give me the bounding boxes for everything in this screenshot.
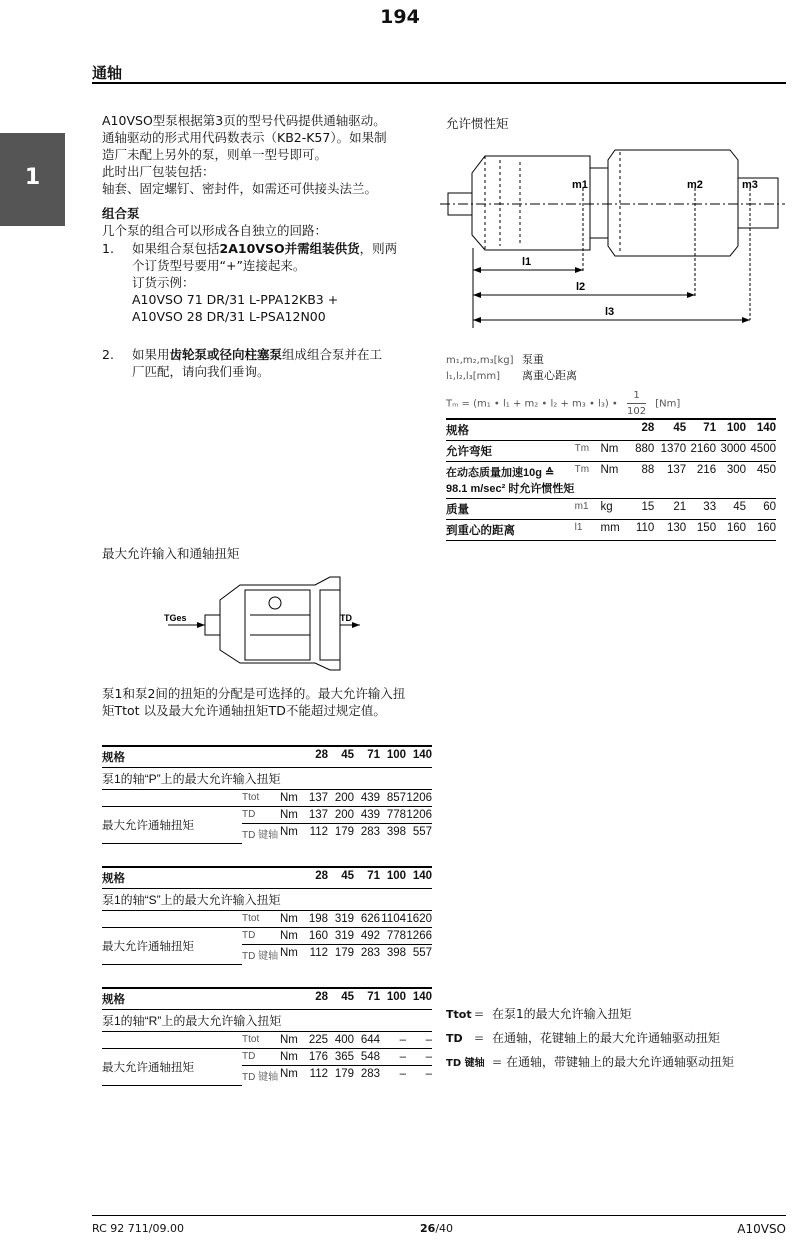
item2-bold: 齿轮泵或径向柱塞泵 (169, 347, 283, 362)
cell: 398 (386, 947, 406, 959)
pump-combination-diagram (440, 138, 790, 333)
table-header: 28 (630, 419, 654, 441)
row-unit: Nm (600, 441, 630, 462)
label-m3: m3 (742, 179, 758, 191)
cell: 21 (654, 499, 686, 520)
fraction-denominator: 102 (627, 406, 647, 417)
table-row (446, 499, 776, 520)
cell: 179 (334, 826, 354, 838)
legend-symbol: TD (446, 1032, 463, 1045)
cell: 200 (328, 790, 354, 807)
page-current: 26 (420, 1222, 436, 1235)
cell: 1620 (406, 911, 432, 928)
cell: 400 (328, 1032, 354, 1049)
intro-line: A10VSO型泵根据第3页的型号代码提供通轴驱动。 (102, 113, 386, 128)
legend-item (446, 1005, 786, 1022)
cell: 15 (630, 499, 654, 520)
item1-text: 订货示例： (132, 275, 195, 290)
cell: 137 (654, 462, 686, 499)
table-header: 71 (354, 867, 380, 889)
row-symbol: TD 键轴 (242, 830, 279, 841)
cell: 33 (686, 499, 716, 520)
table-header-row (102, 988, 432, 1010)
row-unit: Nm (280, 826, 298, 838)
label-l3: l3 (605, 306, 615, 318)
cell: 283 (360, 826, 380, 838)
cell: 112 (309, 1068, 328, 1080)
row-unit: Nm (280, 1068, 298, 1080)
cell: 160 (302, 928, 328, 945)
cell: 2160 (686, 441, 716, 462)
item1-text: 如果组合泵包括 (132, 241, 220, 256)
cell: 179 (334, 947, 354, 959)
header-rule (92, 82, 786, 84)
legend-symbol: Ttot (446, 1008, 472, 1021)
legend-eq: = (474, 1007, 485, 1021)
cell: 319 (328, 928, 354, 945)
cell: – (380, 1049, 406, 1066)
cell: 60 (746, 499, 776, 520)
cell: 160 (716, 520, 746, 541)
intro-line: 轴套、固定螺钉、密封件，如需还可供接头法兰。 (102, 181, 378, 196)
formula: Tₘ = (m₁ • l₁ + m₂ • l₂ + m₃ • l₃) • (446, 398, 618, 410)
list-item-2 (102, 346, 422, 386)
label-l2: l2 (576, 281, 586, 293)
table-header: 规格 (102, 746, 242, 768)
page-indicator (420, 1222, 453, 1235)
cell: 3000 (716, 441, 746, 462)
table-header: 45 (328, 867, 354, 889)
cell: 300 (716, 462, 746, 499)
table-header: 45 (328, 746, 354, 768)
page-total: /40 (435, 1222, 454, 1235)
legend-desc: 在泵1的最大允许输入扭矩 (492, 1007, 632, 1021)
cell: – (399, 1068, 406, 1080)
intro-paragraph (102, 112, 422, 197)
cell: 137 (302, 807, 328, 824)
row-symbol: Ttot (242, 911, 280, 928)
cell: 319 (328, 911, 354, 928)
cell: 200 (328, 807, 354, 824)
cell: 110 (630, 520, 654, 541)
legend-desc: 在通轴，花键轴上的最大允许通轴驱动扭矩 (492, 1031, 721, 1045)
table-row (446, 520, 776, 541)
cell: 150 (686, 520, 716, 541)
cell: 1104 (380, 911, 406, 928)
cell: 557 (412, 947, 432, 959)
row-symbol: Ttot (242, 790, 280, 807)
inertia-legend (446, 352, 680, 419)
table-header: 140 (746, 419, 776, 441)
table-row (446, 441, 776, 462)
torque-note (102, 685, 442, 719)
item1-bold: 2A10VSO并需组装供货 (219, 241, 360, 256)
table-header: 规格 (102, 988, 242, 1010)
row-unit: Nm (600, 462, 630, 499)
table-header: 28 (302, 988, 328, 1010)
table-row (102, 807, 432, 824)
table-row (102, 911, 432, 928)
row-unit: Nm (280, 928, 302, 945)
label-tges: TGes (164, 613, 187, 623)
row-unit: Nm (280, 807, 302, 824)
table-row (102, 790, 432, 807)
table-header: 28 (302, 746, 328, 768)
table-row (102, 1032, 432, 1049)
cell: – (425, 1068, 432, 1080)
order-example: A10VSO 71 DR/31 L-PPA12KB3 + (132, 292, 339, 307)
table-header: 规格 (446, 419, 575, 441)
label-td: TD (340, 613, 352, 623)
item1-text: 个订货型号要用“+”连接起来。 (132, 258, 306, 273)
item1-text: ，则两 (359, 241, 398, 256)
legend-desc: 在通轴，带键轴上的最大允许通轴驱动扭矩 (506, 1055, 735, 1069)
table-title: 泵1的轴“R”上的最大允许输入扭矩 (102, 1010, 432, 1032)
cell: 557 (412, 826, 432, 838)
cell: 439 (354, 790, 380, 807)
row-unit: Nm (280, 1032, 302, 1049)
combo-heading: 组合泵 (102, 206, 140, 221)
item2-text: 厂匹配，请向我们垂询。 (132, 364, 270, 379)
table-header: 100 (380, 867, 406, 889)
cell: 1266 (406, 928, 432, 945)
cell: 857 (380, 790, 406, 807)
row-unit: mm (600, 520, 630, 541)
row-symbol: Tm (575, 462, 601, 499)
table-header-row (102, 867, 432, 889)
row-symbol: TD (242, 928, 280, 945)
cell: 179 (334, 1068, 354, 1080)
cell: 88 (630, 462, 654, 499)
legend-symbol: l₁,l₂,l₃[mm] (446, 371, 501, 382)
row-side-label: 最大允许通轴扭矩 (102, 928, 242, 965)
row-symbol: m1 (575, 499, 601, 520)
torque-table (102, 866, 432, 965)
fraction-numerator: 1 (627, 388, 646, 404)
doc-number: RC 92 711/09.00 (92, 1222, 184, 1235)
table-title: 泵1的轴“P”上的最大允许输入扭矩 (102, 768, 432, 790)
row-side-label: 最大允许通轴扭矩 (102, 807, 242, 844)
row-side-label: 最大允许通轴扭矩 (102, 1049, 242, 1086)
cell: 492 (354, 928, 380, 945)
item2-text: 组成组合泵并在工 (282, 347, 383, 362)
section-title: 通轴 (92, 64, 123, 82)
legend-symbol: TD 键轴 (446, 1058, 485, 1069)
row-symbol: Ttot (242, 1032, 280, 1049)
chapter-tab-number: 1 (24, 165, 41, 190)
cell: – (380, 1032, 406, 1049)
table-row (102, 928, 432, 945)
torque-note-line: 泵1和泵2间的扭矩的分配是可选择的。最大允许输入扭 (102, 686, 406, 701)
table-header: 100 (380, 746, 406, 768)
table-header-row (446, 419, 776, 441)
table-header: 100 (380, 988, 406, 1010)
torque-table (102, 745, 432, 844)
cell: 778 (380, 807, 406, 824)
legend-desc: 泵重 (522, 353, 544, 366)
item2-text: 如果用 (132, 347, 170, 362)
row-unit: Nm (280, 790, 302, 807)
cell: 644 (354, 1032, 380, 1049)
cell: 198 (302, 911, 328, 928)
table-row (446, 462, 776, 499)
table-header: 71 (354, 746, 380, 768)
table-header: 规格 (102, 867, 242, 889)
cell: 137 (302, 790, 328, 807)
list-number: 1. (102, 241, 114, 256)
cell: 365 (328, 1049, 354, 1066)
intro-line: 造厂未配上另外的泵，则单一型号即可。 (102, 147, 328, 162)
page-number: 194 (380, 6, 420, 28)
table-header: 45 (328, 988, 354, 1010)
label-m2: m2 (687, 179, 703, 191)
inertia-table (446, 418, 776, 541)
cell: 130 (654, 520, 686, 541)
table-header: 71 (354, 988, 380, 1010)
chapter-tab (0, 133, 65, 226)
intro-line: 此时出厂包装包括： (102, 164, 215, 179)
combo-intro: 几个泵的组合可以形成各自独立的回路： (102, 223, 328, 238)
table-header: 140 (406, 988, 432, 1010)
row-unit: kg (600, 499, 630, 520)
cell: 439 (354, 807, 380, 824)
row-label: 到重心的距离 (446, 520, 575, 541)
legend-item (446, 1053, 786, 1070)
row-label: 允许弯矩 (446, 441, 575, 462)
torque-title: 最大允许输入和通轴扭矩 (102, 546, 240, 561)
table-header: 28 (302, 867, 328, 889)
cell: 283 (360, 1068, 380, 1080)
row-unit: Nm (280, 947, 298, 959)
cell: 548 (354, 1049, 380, 1066)
table-row (102, 1010, 432, 1032)
table-row (102, 889, 432, 911)
cell: 283 (360, 947, 380, 959)
table-header: 100 (716, 419, 746, 441)
row-symbol: TD (242, 1049, 280, 1066)
table-header: 71 (686, 419, 716, 441)
cell: 4500 (746, 441, 776, 462)
cell: 160 (746, 520, 776, 541)
cell: 112 (309, 826, 328, 838)
row-symbol: TD 键轴 (242, 1072, 279, 1083)
row-symbol: Tm (575, 441, 601, 462)
table-title: 泵1的轴“S”上的最大允许输入扭矩 (102, 889, 432, 911)
cell: 626 (354, 911, 380, 928)
table-header: 140 (406, 746, 432, 768)
table-header: 45 (654, 419, 686, 441)
formula-unit: [Nm] (655, 398, 681, 410)
cell: 1206 (406, 807, 432, 824)
product-name: A10VSO (737, 1222, 786, 1236)
row-label: 质量 (446, 499, 575, 520)
label-m1: m1 (572, 179, 588, 191)
row-symbol: l1 (575, 520, 601, 541)
table-header-row (102, 746, 432, 768)
row-unit: Nm (280, 911, 302, 928)
cell: 225 (302, 1032, 328, 1049)
table-row (102, 768, 432, 790)
legend-eq: = (474, 1031, 485, 1045)
cell: – (406, 1032, 432, 1049)
legend-desc: 离重心距离 (522, 369, 577, 382)
row-label: 在动态质量加速10g ≙ 98.1 m/sec² 时允许惯性矩 (446, 462, 575, 499)
cell: 216 (686, 462, 716, 499)
row-unit: Nm (280, 1049, 302, 1066)
table-row (102, 1049, 432, 1066)
cell: – (406, 1049, 432, 1066)
cell: 450 (746, 462, 776, 499)
cell: 1370 (654, 441, 686, 462)
label-l1: l1 (522, 256, 532, 268)
cell: 176 (302, 1049, 328, 1066)
footer-rule (92, 1215, 786, 1216)
table-header: 140 (406, 867, 432, 889)
row-symbol: TD (242, 807, 280, 824)
torque-note-line: 矩Ttot 以及最大允许通轴扭矩TD不能超过规定值。 (102, 703, 386, 718)
row-symbol: TD 键轴 (242, 951, 279, 962)
cell: 778 (380, 928, 406, 945)
pump-torque-diagram (150, 575, 360, 680)
intro-line: 通轴驱动的形式用代码数表示（KB2-K57）。如果制 (102, 130, 387, 145)
cell: 398 (386, 826, 406, 838)
order-example: A10VSO 28 DR/31 L-PSA12N00 (132, 309, 326, 324)
list-item-1 (102, 240, 422, 330)
inertia-title: 允许惯性矩 (446, 116, 509, 131)
list-number: 2. (102, 347, 114, 362)
cell: 1206 (406, 790, 432, 807)
legend-eq: = (492, 1055, 503, 1069)
cell: 880 (630, 441, 654, 462)
torque-table (102, 987, 432, 1086)
cell: 45 (716, 499, 746, 520)
legend-item (446, 1029, 786, 1046)
cell: 112 (309, 947, 328, 959)
legend-symbol: m₁,m₂,m₃[kg] (446, 355, 514, 366)
